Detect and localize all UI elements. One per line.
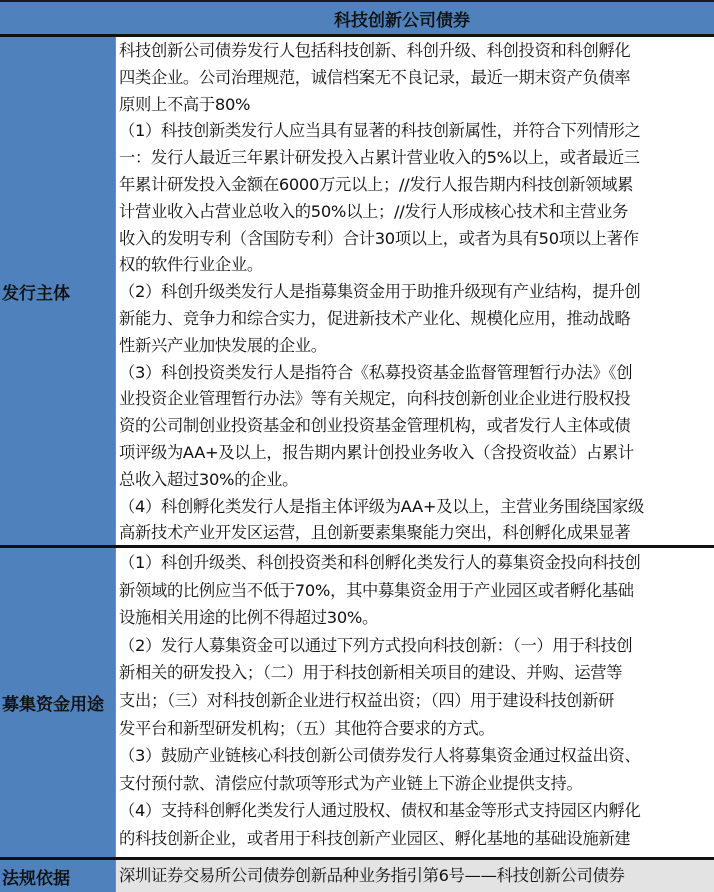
content-line: 性新兴产业加快发展的企业。: [119, 335, 327, 355]
content-line: 支付预付款、清偿应付款项等形式为产业链上下游企业提供支持。: [119, 773, 583, 793]
content-line: 收入的发明专利（含国防专利）合计30项以上，或者为具有50项以上著作: [119, 228, 639, 248]
content-line: 资的公司制创业投资基金和创业投资基金管理机构，或者发行人主体或债: [119, 416, 631, 436]
row-label: 法规依据: [0, 860, 116, 892]
table-title: 科技创新公司债券: [0, 2, 714, 37]
content-line: 总收入超过30%的企业。: [119, 469, 299, 489]
row-content: [116, 37, 714, 545]
content-line: 项评级为AA+及以上，报告期内累计创投业务收入（含投资收益）占累计: [119, 442, 634, 462]
content-line: 发平台和新型研发机构；（五）其他符合要求的方式。: [119, 718, 495, 738]
content-line: （2）发行人募集资金可以通过下列方式投向科技创新：（一）用于科技创: [119, 635, 633, 655]
content-line: 深圳证券交易所公司债券创新品种业务指引第6号——科技创新公司债券: [119, 866, 625, 885]
content-line: 年累计研发投入金额在6000万元以上；//发行人报告期内科技创新领域累: [119, 174, 634, 194]
row-label: 发行主体: [0, 37, 116, 545]
content-line: 业投资企业管理暂行办法》等有关规定，向科技创新创业企业进行股权投: [119, 389, 631, 409]
content-line: 科技创新公司债券发行人包括科技创新、科创升级、科创投资和科创孵化: [119, 41, 631, 60]
content-line: 新能力、竞争力和综合实力，促进新技术产业化、规模化应用，推动战略: [119, 308, 631, 328]
content-line: [119, 853, 714, 857]
content-line: 权的软件行业企业。: [119, 255, 263, 275]
content-line: （2）科创升级类发行人是指募集资金用于助推升级现有产业结构，提升创: [119, 282, 641, 302]
content-line: 原则上不高于80%: [119, 94, 251, 114]
row-label: 募集资金用途: [0, 548, 116, 857]
table-row-issuer: [0, 37, 714, 548]
content-line: （4）支持科创孵化类发行人通过股权、债权和基金等形式支持园区内孵化: [119, 801, 641, 821]
content-line: 新相关的研发投入；（二）用于科技创新相关项目的建设、并购、运营等: [119, 663, 623, 683]
content-line: 计营业收入占营业总收入的50%以上；//发行人形成核心技术和主营业务: [119, 201, 629, 221]
table-row-regulation: [0, 860, 714, 892]
content-line: （1）科创升级类、科创投资类和科创孵化类发行人的募集资金投向科技创: [119, 553, 641, 572]
content-line: 一：发行人最近三年累计研发投入占累计营业收入的5%以上，或者最近三: [119, 148, 640, 168]
content-line: 高新技术产业开发区运营，且创新要素集聚能力突出，科创孵化成果显著: [119, 523, 631, 543]
row-content: [116, 860, 714, 892]
content-line: 支出；（三）对科技创新企业进行权益出资；（四）用于建设科技创新研: [119, 690, 615, 710]
content-line: 设施相关用途的比例不得超过30%。: [119, 608, 379, 628]
content-line: 的科技创新企业，或者用于科技创新产业园区、孵化基地的基础设施新建: [119, 828, 631, 848]
content-line: （3）鼓励产业链核心科技创新公司债券发行人将募集资金通过权益出资、: [119, 746, 641, 766]
content-line: （1）科技创新类发行人应当具有显著的科技创新属性，并符合下列情形之: [119, 121, 641, 141]
content-line: （3）科创投资类发行人是指符合《私募投资基金监督管理暂行办法》《创: [119, 362, 633, 382]
table-row-fund-use: [0, 548, 714, 860]
content-line: 四类企业。公司治理规范，诚信档案无不良记录，最近一期末资产负债率: [119, 67, 631, 87]
content-line: （4）科创孵化类发行人是指主体评级为AA+及以上，主营业务围绕国家级: [119, 496, 644, 516]
row-content: [116, 548, 714, 857]
content-line: 新领域的比例应当不低于70%，其中募集资金用于产业园区或者孵化基础: [119, 580, 634, 600]
